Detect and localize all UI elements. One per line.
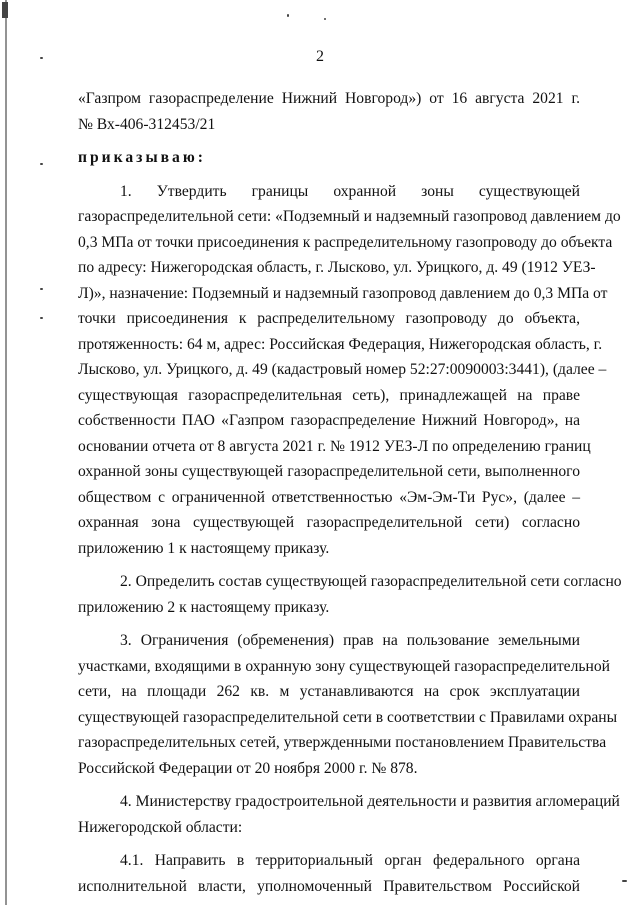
scan-edge-line: [5, 0, 7, 905]
paragraph-line: 4. Министерству градостроительной деятельности и развития агломераций: [120, 793, 620, 810]
intro-reference-number: № Вх-406-312453/21: [78, 115, 216, 133]
paragraph-line: по адресу: Нижегородская область, г. Лысково, ул. Урицкого, д. 49 (1912 УЕЗ-: [78, 259, 596, 276]
paragraph-line: 0,3 МПа от точки присоединения к распределительному газопроводу до объекта: [78, 233, 613, 251]
paragraph-line: газораспределительной сети: «Подземный и надземный газопровод давлением до: [78, 208, 621, 225]
paragraph-line: собственности ПАО «Газпром газораспределение Нижний Новгород», на: [78, 412, 580, 429]
paragraph-line: протяженность: 64 м, адрес: Российская Федерация, Нижегородская область, г.: [78, 335, 603, 353]
paragraph-4: [78, 789, 620, 840]
paragraph-4-1: [78, 848, 580, 899]
scan-edge-mark: [2, 2, 8, 18]
paragraph-1: [78, 179, 621, 562]
scan-speck: [40, 288, 43, 290]
paragraph-line: обществом с ограниченной ответственностью «Эм-Эм-Ти Рус», (далее –: [78, 488, 580, 506]
paragraph-2: [78, 569, 622, 620]
scan-speck: [40, 317, 43, 319]
scan-speck: [324, 18, 326, 20]
paragraph-line: Л)», назначение: Подземный и надземный газопровод давлением до 0,3 МПа от: [78, 284, 608, 302]
paragraph-line: Нижегородской области:: [78, 818, 243, 836]
paragraph-line: участками, входящими в охранную зону существующей газораспределительной: [78, 657, 610, 675]
paragraph-line: 2. Определить состав существующей газораспределительной сети согласно: [120, 573, 622, 590]
paragraph-line: 3. Ограничения (обременения) прав на пользование земельными: [120, 632, 580, 649]
paragraph-line: существующей газораспределительной сети в соответствии с Правилами охраны: [78, 708, 618, 726]
paragraph-line: 1. Утвердить границы охранной зоны существующей: [120, 182, 580, 200]
document-body: [78, 86, 622, 899]
intro-line: «Газпром газораспределение Нижний Новгород») от 16 августа 2021 г.: [78, 90, 580, 107]
paragraph-line: Лысково, ул. Урицкого, д. 49 (кадастровый номер 52:27:0090003:3441), (далее –: [78, 361, 607, 378]
order-word: приказываю:: [78, 149, 206, 166]
paragraph-line: охранной зоны существующей газораспределительной сети, выполненного: [78, 463, 580, 480]
paragraph-line: основании отчета от 8 августа 2021 г. № 1912 УЕЗ-Л по определению границ: [78, 437, 591, 455]
page-number: 2: [316, 48, 324, 65]
paragraph-line: исполнительной власти, уполномоченный Правительством Российской: [78, 877, 580, 895]
scan-speck: [622, 880, 627, 882]
paragraph-line: охранная зона существующей газораспределительной сети) согласно: [78, 514, 580, 531]
paragraph-line: газораспределительных сетей, утвержденными постановлением Правительства: [78, 734, 607, 751]
paragraph-line: точки присоединения к распределительному газопроводу до объекта,: [78, 310, 580, 327]
paragraph-3: [78, 628, 618, 781]
paragraph-line: сети, на площади 262 кв. м устанавливаются на срок эксплуатации: [78, 683, 580, 700]
paragraph-line: 4.1. Направить в территориальный орган федерального органа: [120, 852, 580, 869]
paragraph-line: Российской Федерации от 20 ноября 2000 г. № 878.: [78, 759, 418, 777]
scan-speck: [287, 14, 289, 17]
paragraph-line: приложению 2 к настоящему приказу.: [78, 598, 330, 616]
paragraph-line: приложению 1 к настоящему приказу.: [78, 539, 330, 557]
scan-speck: [40, 163, 43, 165]
paragraph-line: существующая газораспределительная сеть), принадлежащей на праве: [78, 386, 580, 404]
